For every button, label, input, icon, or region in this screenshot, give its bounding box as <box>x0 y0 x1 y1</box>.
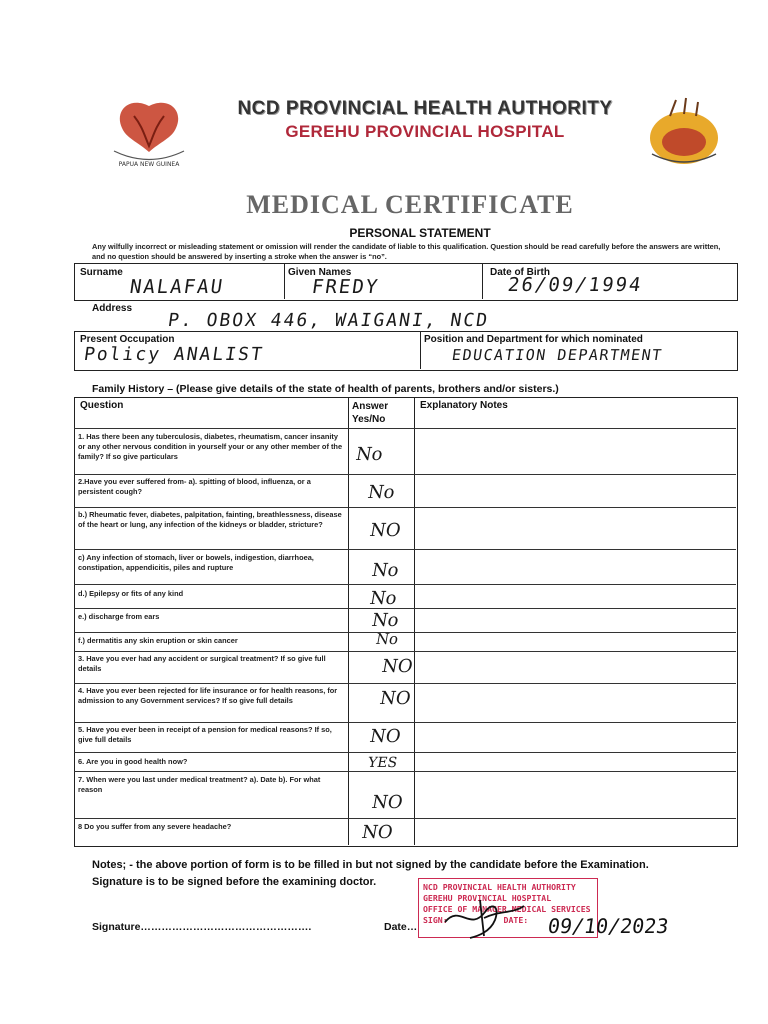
question-4: 4. Have you ever been rejected for life insurance or for health reasons, for admission to any Government services? If so give full details <box>78 686 338 705</box>
question-2b: b.) Rheumatic fever, diabetes, palpitation, fainting, breathlessness, disease of the heart or lung, any infection of the kidneys or bladder, stricture? <box>78 510 342 529</box>
date-label: Date… <box>384 921 418 933</box>
answer-2b[interactable]: NO <box>368 520 403 541</box>
question-2e: e.) discharge from ears <box>78 612 160 621</box>
signature-scribble <box>440 892 530 942</box>
answer-6[interactable]: YES <box>366 755 399 771</box>
dob-label: Date of Birth <box>490 267 550 278</box>
stamp-sign-label: SIGN: <box>423 915 448 925</box>
answer-2c[interactable]: No <box>370 560 401 581</box>
row-divider <box>74 474 736 475</box>
stamp-line-2: GEREHU PROVINCIAL HOSPITAL <box>423 893 552 903</box>
authority-title: NCD PROVINCIAL HEALTH AUTHORITY <box>237 98 613 119</box>
divider <box>284 263 285 299</box>
question-3: 3. Have you ever had any accident or surgical treatment? If so give full details <box>78 654 326 673</box>
surname-value[interactable]: NALAFAU <box>128 276 226 298</box>
given-names-label: Given Names <box>288 267 352 278</box>
row-divider <box>74 818 736 819</box>
column-divider <box>414 397 415 845</box>
stamp-line-1: NCD PROVINCIAL HEALTH AUTHORITY <box>423 882 576 892</box>
occupation-value[interactable]: Policy ANALIST <box>82 344 266 365</box>
question-2c: c) Any infection of stomach, liver or bowels, indigestion, diarrhoea, constipation, appendicitis, piles and rupture <box>78 553 314 572</box>
answer-7[interactable]: NO <box>370 792 405 813</box>
column-divider <box>348 397 349 845</box>
question-header: Question <box>80 400 124 411</box>
row-divider <box>74 752 736 753</box>
stamp-line-3: OFFICE OF MANAGER MEDICAL SERVICES <box>423 904 591 914</box>
row-divider <box>74 771 736 772</box>
position-value[interactable]: EDUCATION DEPARTMENT <box>450 346 664 364</box>
row-divider <box>74 608 736 609</box>
row-divider <box>74 549 736 550</box>
occupation-label: Present Occupation <box>80 334 175 345</box>
question-5: 5. Have you ever been in receipt of a pension for medical reasons? If so, give full details <box>78 725 332 744</box>
answer-4[interactable]: NO <box>378 688 413 709</box>
row-divider <box>74 632 736 633</box>
answer-2a[interactable]: No <box>366 482 397 503</box>
surname-label: Surname <box>80 267 123 278</box>
given-names-value[interactable]: FREDY <box>310 276 381 298</box>
answer-1[interactable]: No <box>354 444 385 465</box>
row-divider <box>74 584 736 585</box>
question-2a: 2.Have you ever suffered from- a). spitting of blood, influenza, or a persistent cough? <box>78 477 311 496</box>
signature-label: Signature…………………………………………. <box>92 921 312 933</box>
instructions-text: Any wilfully incorrect or misleading statement or omission will render the candidate of liable to this qualification. Question should be read carefully before the answers are written, and no question should be answered by inserting a stroke when the answer is “no”. <box>92 242 721 261</box>
row-divider <box>74 722 736 723</box>
explanatory-notes-header: Explanatory Notes <box>420 400 508 411</box>
question-6: 6. Are you in good health now? <box>78 757 188 766</box>
position-label: Position and Department for which nominated <box>424 334 643 345</box>
row-divider <box>74 683 736 684</box>
divider <box>420 331 421 369</box>
footer-notes: Notes; - the above portion of form is to be filled in but not signed by the candidate before the Examination. Signature is to be signed before the examining doctor. <box>92 859 649 888</box>
address-label: Address <box>92 303 133 314</box>
stamp-date-label: DATE: <box>503 915 529 925</box>
answer-8[interactable]: NO <box>360 822 395 843</box>
divider <box>482 263 483 299</box>
address-value[interactable]: P. OBOX 446, WAIGANI, NCD <box>166 310 491 331</box>
answer-2e[interactable]: No <box>370 610 401 631</box>
hospital-title: GEREHU PROVINCIAL HOSPITAL <box>285 122 565 141</box>
answer-header: Answer Yes/No <box>352 401 389 425</box>
answer-2f[interactable]: No <box>374 630 400 648</box>
row-divider <box>74 651 736 652</box>
ncd-health-authority-logo <box>640 96 728 176</box>
answer-2d[interactable]: No <box>368 588 399 609</box>
png-emblem-logo <box>104 96 194 174</box>
question-7: 7. When were you last under medical treatment? a). Date b). For what reason <box>78 775 321 794</box>
question-8: 8 Do you suffer from any severe headache? <box>78 822 232 831</box>
question-2d: d.) Epilepsy or fits of any kind <box>78 589 184 598</box>
answer-3[interactable]: NO <box>380 656 415 677</box>
row-divider <box>74 507 736 508</box>
answer-5[interactable]: NO <box>368 726 403 747</box>
question-1: 1. Has there been any tuberculosis, diabetes, rheumatism, cancer insanity or any other nervous condition in yourself your or any other member of the family? If so give particulars <box>78 432 343 461</box>
svg-text:PAPUA NEW GUINEA: PAPUA NEW GUINEA <box>118 161 180 168</box>
section-title: PERSONAL STATEMENT <box>349 226 491 240</box>
dob-value[interactable]: 26/09/1994 <box>506 274 644 296</box>
certificate-title: MEDICAL CERTIFICATE <box>246 190 574 219</box>
family-history-heading: Family History – (Please give details of the state of health of parents, brothers and/or sisters.) <box>92 383 559 395</box>
row-divider <box>74 428 736 429</box>
question-2f: f.) dermatitis any skin eruption or skin cancer <box>78 636 238 645</box>
signed-date-value[interactable]: 09/10/2023 <box>546 914 671 938</box>
